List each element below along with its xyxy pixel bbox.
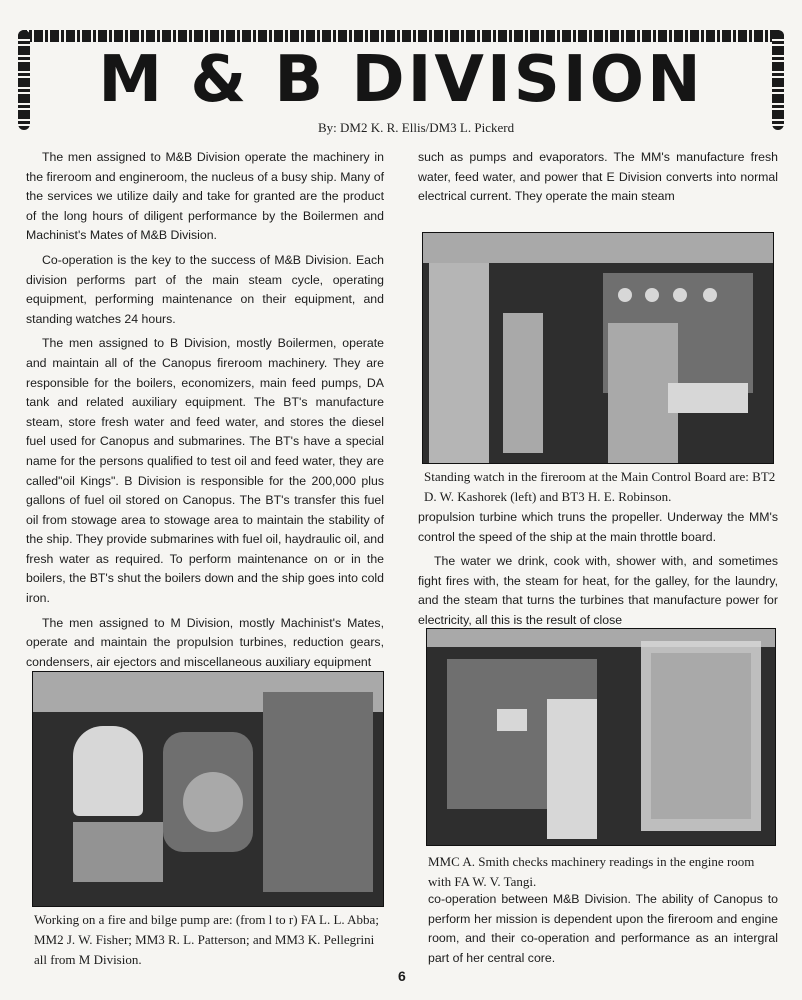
photo-bilge-pump <box>32 671 384 907</box>
right-column-bottom <box>428 890 778 973</box>
left-column <box>26 148 384 677</box>
chain-border-top <box>18 30 784 42</box>
paragraph: The men assigned to M Division, mostly Machinist's Mates, operate and maintain the propulsion turbines, reduction gears, condensers, air ejectors and miscellaneous auxiliary equipment <box>26 615 384 669</box>
caption-engine-room: MMC A. Smith checks machinery readings in the engine room with FA W. V. Tangi. <box>428 854 755 889</box>
right-column-top <box>418 148 778 212</box>
right-column-middle <box>418 508 778 636</box>
paragraph: such as pumps and evaporators. The MM's manufacture fresh water, feed water, and power that E Division converts into normal electrical current. They operate the main steam <box>418 150 778 204</box>
paragraph: The men assigned to M&B Division operate the machinery in the fireroom and engineroom, the nucleus of a busy ship. Many of the services we utilize daily and take for granted are the product of the long hours of diligent performance by the Boilermen and Machinist's Mates of M&B Division. <box>26 150 384 243</box>
page-title: M & B DIVISION <box>98 43 704 117</box>
paragraph: co-operation between M&B Division. The ability of Canopus to perform her mission is dependent upon the fireroom and engine room, and their co-operation and performance as an intergral part of her central core. <box>428 892 778 965</box>
paragraph: The men assigned to B Division, mostly Boilermen, operate and maintain all of the Canopus fireroom machinery. They are responsible for the boilers, economizers, main feed pumps, DA tank and related auxiliary equipment. The BT's manufacture steam, store fresh water and feed water, and stores the diesel fuel used for Canopus and submarines. The BT's have a special name for the persons qualified to test oil and feed water, they are called"oil Kings". B Division is responsible for the 200,000 plus gallons of fuel oil stored on Canopus. The BT's transfer this fuel oil from stowage area to stowage area to maintain the stability of the ship. They provide submarines with fuel oil, haydraulic oil, and fresh water as required. To perform maintenance on or in the boilers, the BT's shut the boilers down and the ship goes into cold iron. <box>26 336 384 606</box>
photo-main-control-board <box>422 232 774 464</box>
byline: By: DM2 K. R. Ellis/DM3 L. Pickerd <box>318 120 515 135</box>
paragraph: propulsion turbine which truns the propeller. Underway the MM's control the speed of the ship at the main throttle board. <box>418 510 778 544</box>
photo-engine-room <box>426 628 776 846</box>
page-number: 6 <box>398 968 406 984</box>
caption-bilge-pump: Working on a fire and bilge pump are: (from l to r) FA L. L. Abba; MM2 J. W. Fisher; MM3 R. L. Patterson; and MM3 K. Pellegrini all from M Division. <box>34 912 379 967</box>
paragraph: Co-operation is the key to the success of M&B Division. Each division performs part of the main steam cycle, operating equipment, performing maintenance on their equipment, and standing watches 24 hours. <box>26 252 384 326</box>
paragraph: The water we drink, cook with, shower with, and sometimes fight fires with, the steam for heat, for the galley, for the laundry, and the steam that turns the turbines that manufacture power for electricity, all this is the result of close <box>418 554 778 627</box>
caption-main-control-board: Standing watch in the fireroom at the Main Control Board are: BT2 D. W. Kashorek (left) and BT3 H. E. Robinson. <box>424 469 776 504</box>
